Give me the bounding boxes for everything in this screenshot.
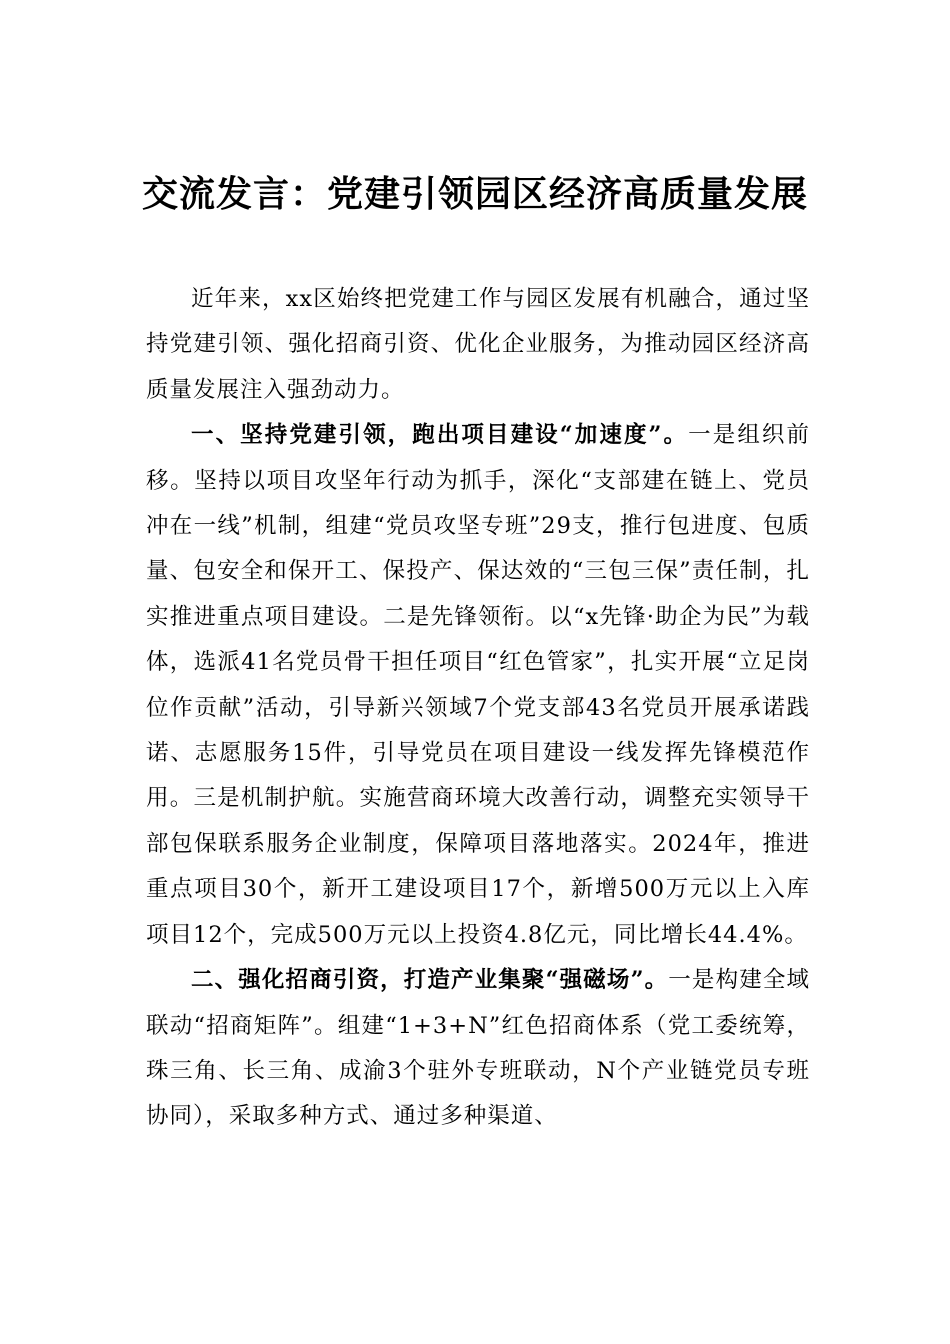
document-title: 交流发言：党建引领园区经济高质量发展 bbox=[141, 173, 808, 215]
paragraph-intro-text: 近年来，xx区始终把党建工作与园区发展有机融合，通过坚持党建引领、强化招商引资、优化企业服务，为推动园区经济高质量发展注入强劲动力。 bbox=[146, 286, 810, 403]
document-body bbox=[146, 277, 810, 1140]
section-2-heading: 二、强化招商引资，打造产业集聚“强磁场”。 bbox=[191, 967, 669, 994]
section-1-heading: 一、坚持党建引领，跑出项目建设“加速度”。 bbox=[191, 422, 689, 449]
paragraph-intro bbox=[146, 277, 810, 413]
paragraph-section-2 bbox=[146, 958, 810, 1140]
section-1-text: 一是组织前移。坚持以项目攻坚年行动为抓手，深化“支部建在链上、党员冲在一线”机制，组建“党员攻坚专班”29支，推行包进度、包质量、包安全和保开工、保投产、保达效的“三包三保”责任制，扎实推进重点项目建设。二是先锋领衔。以“x先锋·助企为民”为载体，选派41名党员骨干担任项目“红色管家”，扎实开展“立足岗位作贡献”活动，引导新兴领域7个党支部43名党员开展承诺践诺、志愿服务15件，引导党员在项目建设一线发挥先锋模范作用。三是机制护航。实施营商环境大改善行动，调整充实领导干部包保联系服务企业制度，保障项目落地落实。2024年，推进重点项目30个，新开工建设项目17个，新增500万元以上入库项目12个，完成500万元以上投资4.8亿元，同比增长44.4%。 bbox=[146, 422, 810, 948]
section-2-text: 一是构建全域联动“招商矩阵”。组建“1+3+N”红色招商体系（党工委统筹，珠三角、长三角、成渝3个驻外专班联动，N个产业链党员专班协同），采取多种方式、通过多种渠道、 bbox=[146, 967, 810, 1130]
paragraph-section-1 bbox=[146, 413, 810, 958]
